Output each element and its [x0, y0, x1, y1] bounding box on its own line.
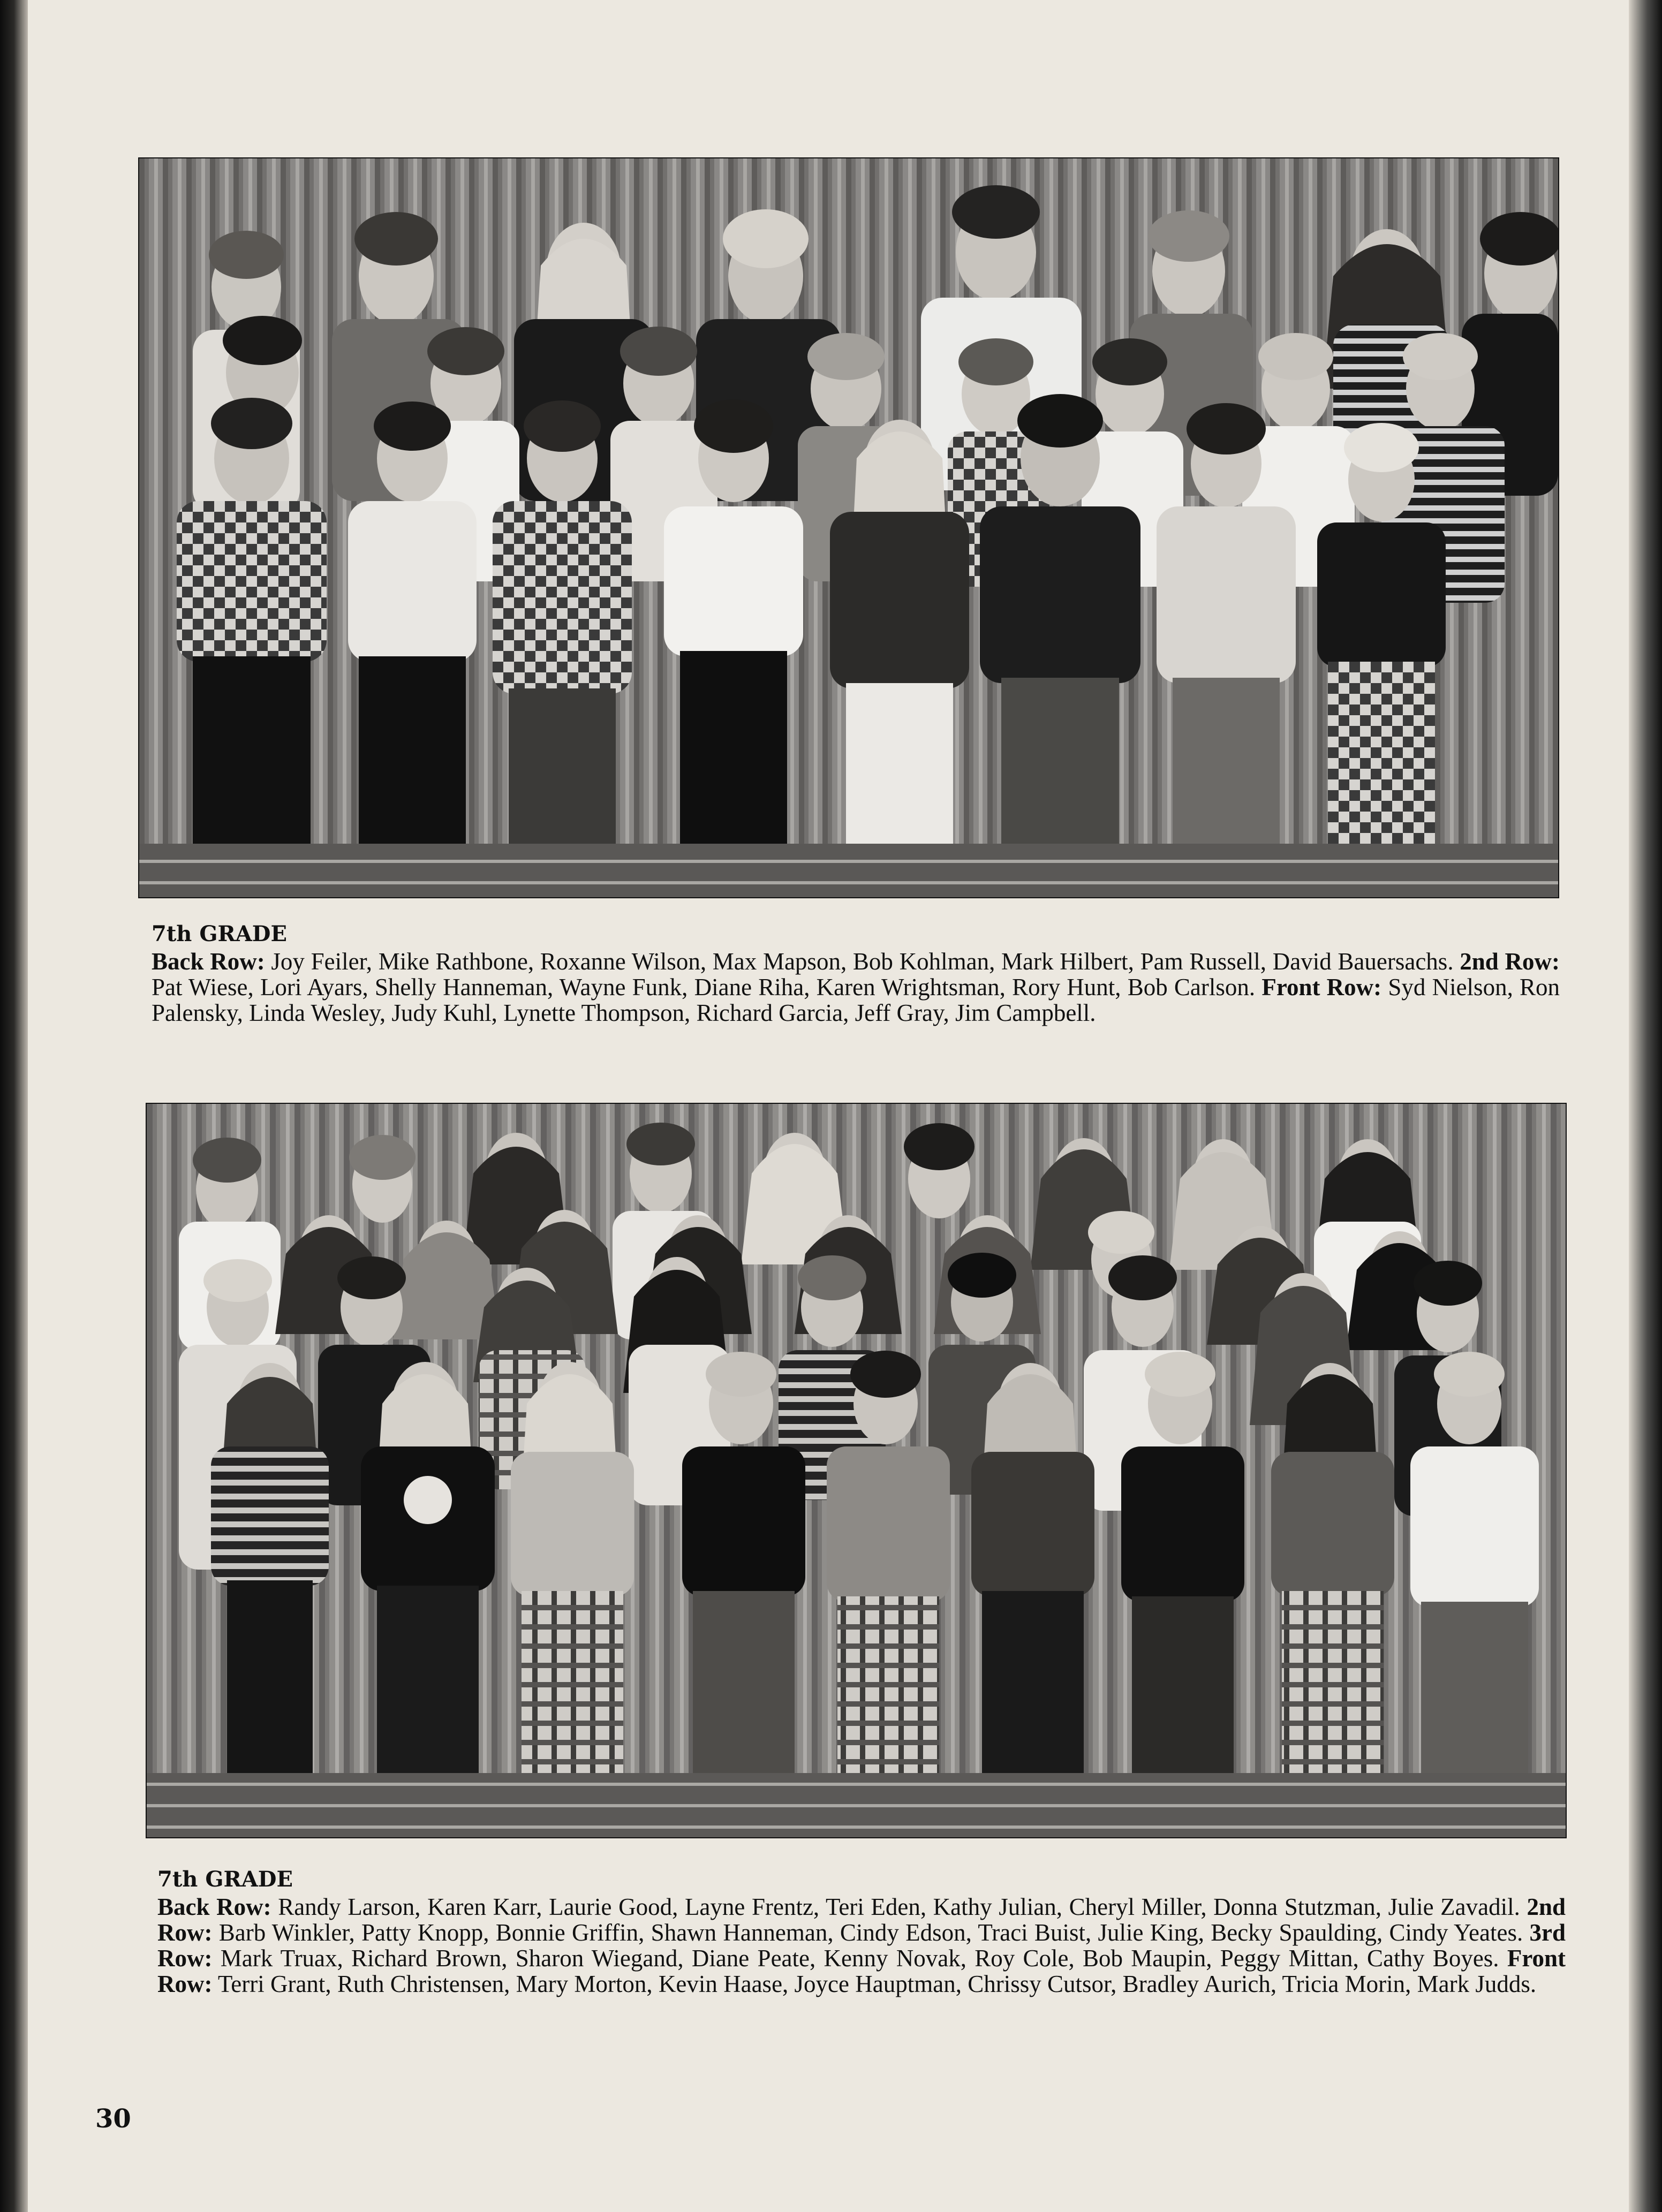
row-names: Pat Wiese, Lori Ayars, Shelly Hanneman, Wayne Funk, Diane Riha, Karen Wrightsman, Rory Hunt, Bob Carlson.: [152, 974, 1256, 1001]
front-row-figures-bottom: [211, 1351, 1539, 1773]
class-photo-bottom: [146, 1103, 1567, 1838]
row-names: Syd Nielson, Ron Palensky, Linda Wesley, Judy Kuhl, Lynette Thompson, Richard Garcia, Jeff Gray, Jim Campbell.: [152, 974, 1560, 1026]
row-names: Joy Feiler, Mike Rathbone, Roxanne Wilson, Max Mapson, Bob Kohlman, Mark Hilbert, Pam Russell, David Bauersachs.: [265, 948, 1454, 975]
row-label: Front Row:: [1255, 974, 1382, 1001]
row-label: 2nd Row:: [1453, 948, 1560, 975]
row-label: 2nd Row:: [157, 1893, 1566, 1946]
page-edge: [1629, 0, 1662, 2212]
row-names: Mark Truax, Richard Brown, Sharon Wiegand, Diane Peate, Kenny Novak, Roy Cole, Bob Maupin, Peggy Mittan, Cathy Boyes.: [212, 1945, 1499, 1972]
caption-heading: 7th GRADE: [152, 921, 287, 946]
caption-heading: 7th GRADE: [157, 1867, 293, 1892]
caption-names: [157, 1894, 1566, 1997]
caption-names: [152, 949, 1560, 1026]
row-label: Back Row:: [157, 1893, 271, 1920]
row-names: Barb Winkler, Patty Knopp, Bonnie Griffin, Shawn Hanneman, Cindy Edson, Traci Buist, Julie King, Becky Spaulding, Cindy Yeates.: [212, 1919, 1523, 1946]
class-photo-top: [138, 157, 1559, 898]
class-photo-top-image: [139, 158, 1558, 897]
class-photo-bottom-image: [147, 1104, 1566, 1837]
caption-top: [152, 921, 1560, 1026]
row-names: Terri Grant, Ruth Christensen, Mary Morton, Kevin Haase, Joyce Hauptman, Chrissy Cutsor, Bradley Aurich, Tricia Morin, Mark Judds.: [212, 1971, 1537, 1997]
row-names: Randy Larson, Karen Karr, Laurie Good, Layne Frentz, Teri Eden, Kathy Julian, Cheryl Miller, Donna Stutzman, Julie Zavadil.: [271, 1893, 1520, 1920]
row-label: Back Row:: [152, 948, 265, 975]
page-number: 30: [95, 2104, 131, 2134]
caption-bottom: [157, 1866, 1566, 1997]
binding-edge: [0, 0, 28, 2212]
row-label: Front Row:: [157, 1945, 1566, 1997]
row-label: 3rd Row:: [157, 1919, 1566, 1972]
